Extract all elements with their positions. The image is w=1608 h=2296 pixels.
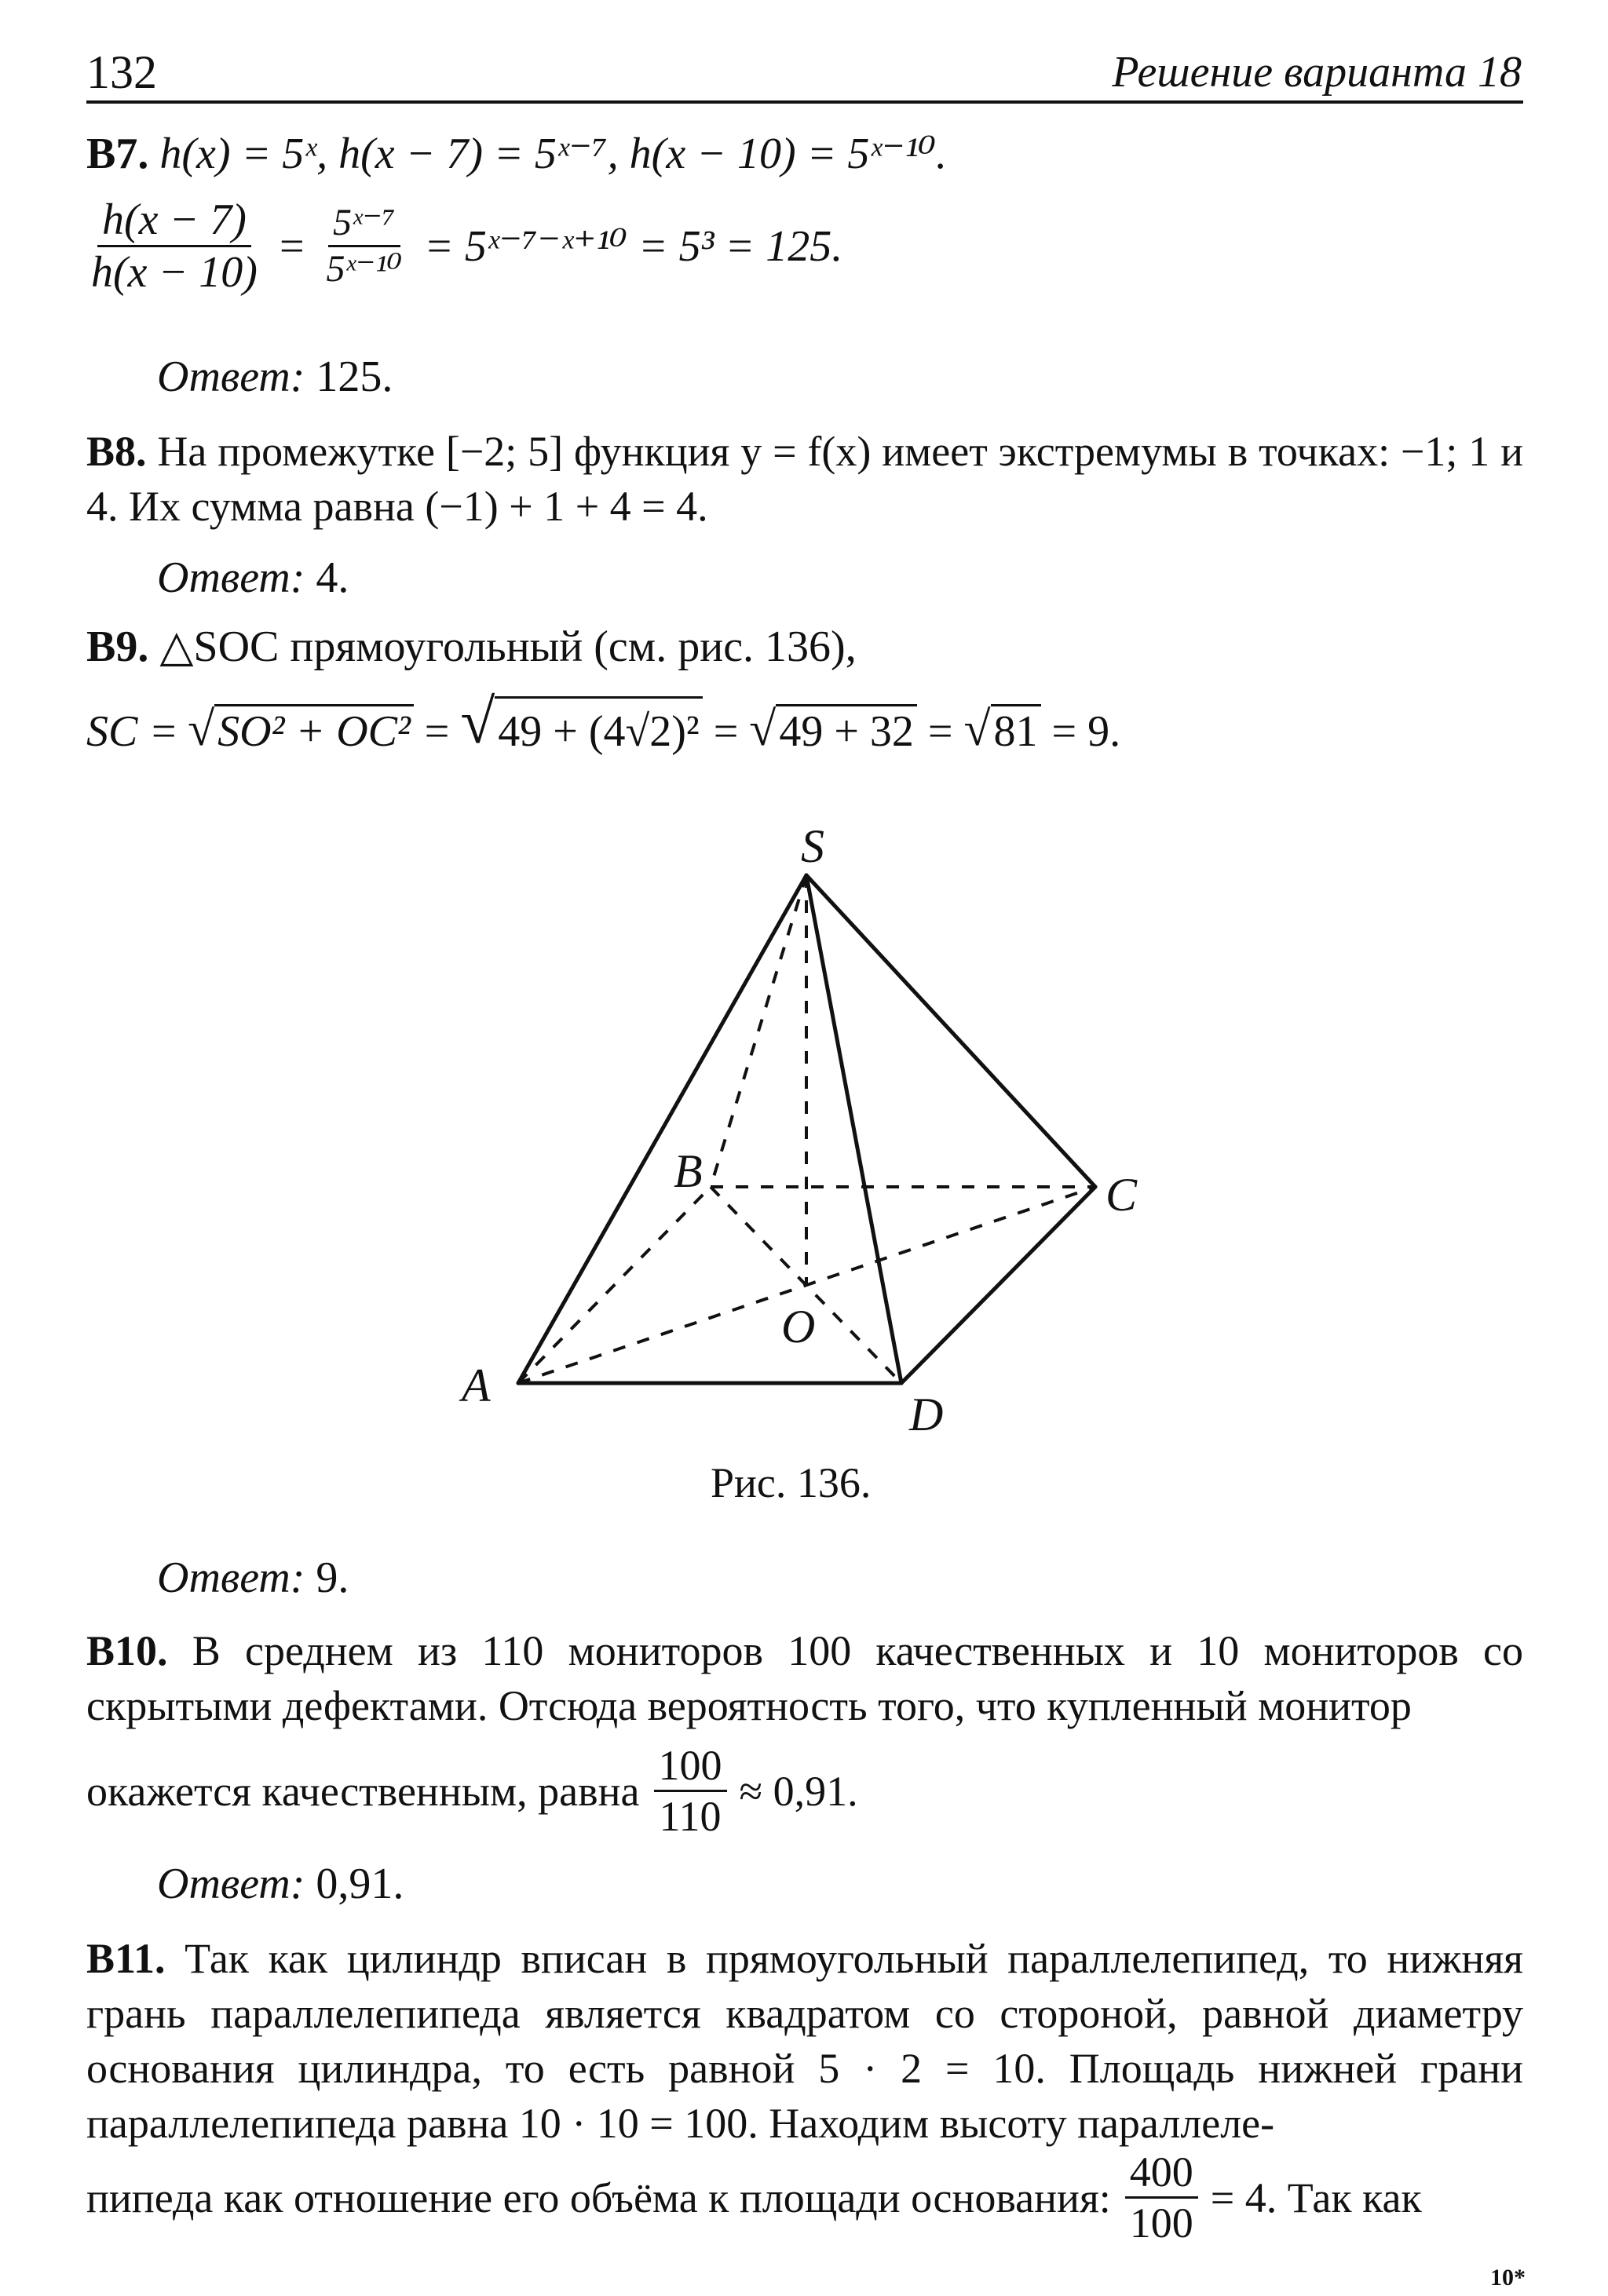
b9-radicand-2: 49 + (4√2)²: [495, 696, 702, 754]
edge-SD: [806, 875, 901, 1383]
b8-answer-value: 4.: [316, 553, 349, 602]
edge-DC: [901, 1187, 1095, 1383]
page-number: 132: [86, 46, 157, 98]
b11-last-line: [86, 2148, 1422, 2247]
point-label-A: A: [462, 1360, 491, 1411]
b10-result: ≈ 0,91.: [739, 1767, 858, 1815]
point-label-S: S: [801, 820, 824, 872]
b10-text: В среднем из 110 мониторов 100 качественных и 10 мониторов со скрытыми дефектами. Отсюда вероятность того, что купленный монитор: [86, 1627, 1524, 1729]
b7-result: = 5ˣ⁻⁷⁻ˣ⁺¹⁰ = 5³ = 125.: [424, 221, 843, 271]
b11-fraction: [1125, 2148, 1198, 2247]
b10-frac-numerator: 100: [654, 1744, 727, 1792]
b10-fraction: [654, 1744, 727, 1838]
b7-answer: [157, 352, 393, 401]
b10-frac-denominator: 110: [659, 1793, 722, 1840]
b7-frac2-denominator: 5ˣ⁻¹⁰: [326, 248, 403, 290]
b8-label: B8.: [86, 428, 147, 475]
b10-label: B10.: [86, 1627, 168, 1674]
diagonal-BD: [711, 1187, 901, 1383]
edge-SB: [711, 875, 806, 1187]
b11-tail: = 4. Так как: [1210, 2174, 1422, 2221]
b9-formula: SC = √ SO² + OC² = √ 49 + (4√2)² = √ 49 + 32 = √ 81 = 9.: [86, 688, 1121, 757]
b11-frac-denominator: 100: [1129, 2199, 1193, 2247]
b9-result: = 9.: [1051, 707, 1121, 756]
b7-frac1-numerator: h(x − 7): [97, 198, 251, 247]
edge-SC: [806, 875, 1095, 1187]
b9-radicand-3: 49 + 32: [776, 704, 917, 754]
b11-label: B11.: [86, 1935, 166, 1982]
b10-answer-label: Ответ:: [157, 1860, 305, 1908]
header-rule: [86, 100, 1523, 104]
b9-text: △SOC прямоугольный (см. рис. 136),: [159, 622, 857, 671]
edge-SA: [518, 875, 806, 1383]
b9-answer: [157, 1553, 349, 1602]
b9-line1: [86, 622, 857, 671]
b11-paragraph: [86, 1931, 1523, 2151]
point-label-D: D: [909, 1389, 944, 1440]
point-label-B: B: [674, 1145, 703, 1197]
b7-fraction-h: [86, 195, 262, 297]
b9-radicand-1: SO² + OC²: [214, 704, 414, 754]
footer-mark: 10*: [1490, 2265, 1526, 2291]
b7-definitions: h(x) = 5ˣ, h(x − 7) = 5ˣ⁻⁷, h(x − 10) = 5ˣ⁻¹⁰.: [159, 130, 947, 178]
b7-frac2-numerator: 5ˣ⁻⁷: [328, 204, 400, 247]
b8-text: На промежутке [−2; 5] функция y = f(x) имеет экстремумы в точках: −1; 1 и 4. Их сумма равна (−1) + 1 + 4 = 4.: [86, 428, 1523, 530]
point-label-O: O: [781, 1301, 816, 1352]
b10-answer: [157, 1862, 404, 1906]
b11-text: Так как цилиндр вписан в прямоугольный параллелепипед, то нижняя грань параллелепипеда является квадратом со стороной, равной диаметру основания цилиндра, то есть равной 5 · 2 = 10. Площадь нижней грани параллелепипеда равна 10 · 10 = 100. Находим высоту параллеле-: [86, 1935, 1524, 2147]
edge-AB: [518, 1187, 711, 1383]
b9-formula-lhs: SC =: [86, 707, 179, 756]
b7-answer-label: Ответ:: [157, 352, 305, 401]
figure-caption: Рис. 136.: [711, 1459, 872, 1506]
b8-answer-label: Ответ:: [157, 553, 305, 602]
b9-label: B9.: [86, 622, 149, 671]
b10-answer-value: 0,91.: [316, 1860, 404, 1908]
b7-label: B7.: [86, 130, 149, 178]
b7-fraction-5: [322, 204, 407, 288]
b9-eq2: =: [713, 707, 739, 756]
b9-radicand-4: 81: [991, 704, 1041, 754]
b7-line2: $\frac{h(x - 7)}{h(x - 10)}$ = $\frac{\text{5ˣ⁻⁷}}{\text{5ˣ⁻¹⁰}}$ = 5ˣ⁻⁷⁻ˣ⁺¹⁰ = 5³ = 125.: [86, 198, 842, 294]
b7-frac1-denominator: h(x − 10): [91, 248, 258, 297]
running-title: Решение варианта 18: [1112, 48, 1522, 97]
b10-line3: [86, 1744, 858, 1838]
b9-eq3: =: [927, 707, 953, 756]
b8-answer: [157, 553, 349, 602]
b9-answer-label: Ответ:: [157, 1553, 305, 1602]
b10-paragraph: [86, 1623, 1523, 1733]
point-label-C: C: [1106, 1169, 1138, 1221]
diagonal-AC: [518, 1187, 1095, 1383]
b7-answer-value: 125.: [316, 352, 393, 401]
b9-answer-value: 9.: [316, 1553, 349, 1602]
b11-frac-numerator: 400: [1125, 2151, 1198, 2199]
b8-paragraph: [86, 424, 1523, 534]
b7-line1: [86, 132, 947, 176]
b9-eq1: =: [424, 707, 450, 756]
b11-text2: пипеда как отношение его объёма к площади основания:: [86, 2174, 1111, 2221]
b10-text2: окажется качественным, равна: [86, 1767, 640, 1815]
